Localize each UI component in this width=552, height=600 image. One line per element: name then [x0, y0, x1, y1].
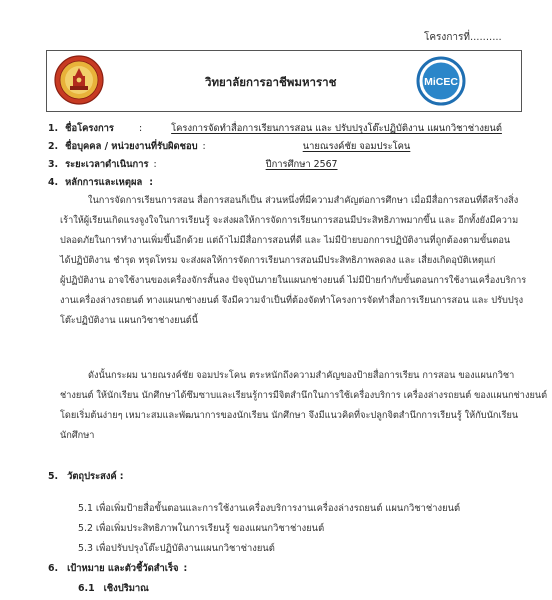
college-name: วิทยาลัยการอาชีพมหาราช — [205, 75, 337, 89]
section-title: วัตถุประสงค์ — [67, 471, 117, 482]
field-sep: : — [202, 141, 206, 152]
rationale-paragraph-2 — [60, 366, 548, 446]
field-value: ปีการศึกษา 2567 — [265, 159, 338, 170]
paragraph-line: ผู้ปฏิบัติงาน อาจใช้งานของเครื่องจักรสั้นลง ปัจจุบันภายในแผนกช่างยนต์ ไม่มีป้ายกำกับขั้นตอนการใช้งานเครื่องบริการ — [60, 275, 527, 286]
field-project-name — [48, 122, 502, 135]
rationale-paragraph-1 — [60, 191, 530, 331]
paragraph-line: ช่างยนต์ ให้นักเรียน นักศึกษาได้ซึมซาบและเรียนรู้การมีจิตสำนึกในการใช้เครื่องบริการ เครื่องล่างรถยนต์ ของแผนกช่างยนต์ — [60, 390, 548, 401]
field-label: ระยะเวลาดำเนินการ — [65, 159, 149, 170]
field-num: 1. — [48, 123, 59, 134]
paragraph-line: ปลอดภัยในการทำงานเพิ่มขึ้นอีกด้วย แต่ถ้าไม่มีสื่อการสอนที่ดี และ ไม่มีป้ายบอกการปฏิบัติงานที่ถูกต้องตามขั้นตอน — [60, 235, 511, 246]
field-num: 4. — [48, 177, 59, 188]
field-value: โครงการจัดทำสื่อการเรียนการสอน และ ปรับปรุงโต๊ะปฏิบัติงาน แผนกวิชาช่างยนต์ — [171, 123, 502, 134]
field-label: ชื่อบุคคล / หน่วยงานที่รับผิดชอบ — [65, 141, 198, 152]
paragraph-line: ดังนั้นกระผม นายณรงค์ชัย จอมประโคน ตระหนักถึงความสำคัญของป้ายสื่อการเรียน การสอน ของแผนกวิชา — [88, 370, 515, 381]
objective-item: 5.2 เพื่อเพิ่มประสิทธิภาพในการเรียนรู้ ของแผนกวิชาช่างยนต์ — [78, 523, 325, 534]
field-value: นายณรงค์ชัย จอมประโคน — [302, 141, 411, 152]
project-number-label: โครงการที่.......... — [424, 32, 502, 43]
section-num: 5. — [48, 471, 59, 482]
section-num: 6. — [48, 563, 59, 574]
section-title: เป้าหมาย และตัวชี้วัดสำเร็จ — [67, 563, 179, 574]
field-sep: : — [153, 159, 157, 170]
subsection-num: 6.1 — [78, 583, 95, 594]
field-responsible — [48, 140, 410, 153]
field-rationale — [48, 176, 153, 189]
field-label: หลักการและเหตุผล — [65, 177, 143, 188]
paragraph-line: ได้ปฏิบัติงาน ชำรุด ทรุดโทรม จะส่งผลให้การจัดการเรียนการสอนมีประสิทธิภาพลดลง และ เสี่ยงเกิดอุบัติเหตุแก่ — [60, 255, 496, 266]
field-sep: : — [138, 123, 143, 134]
field-num: 2. — [48, 141, 59, 152]
section-sep: : — [119, 471, 124, 482]
field-num: 3. — [48, 159, 59, 170]
micec-logo-text: MiCEC — [424, 76, 458, 88]
paragraph-line: นักศึกษา — [60, 430, 95, 441]
objective-item: 5.1 เพื่อเพิ่มป้ายสื่อขั้นตอนและการใช้งานเครื่องบริการงานเครื่องล่างรถยนต์ แผนกวิชาช่างยนต์ — [78, 503, 461, 514]
paragraph-line: โต๊ะปฏิบัติงาน แผนกวิชาช่างยนต์นี้ — [60, 315, 198, 326]
paragraph-line: งานเครื่องล่างรถยนต์ ทางแผนกช่างยนต์ จึงมีความจำเป็นที่ต้องจัดทำโครงการจัดทำสื่อการเรียนการสอน และ ปรับปรุง — [60, 295, 524, 306]
college-seal-logo — [50, 54, 108, 106]
field-sep: : — [149, 177, 153, 188]
subsection-quantity-heading — [78, 582, 149, 595]
paragraph-line: ในการจัดการเรียนการสอน สื่อการสอนก็เป็น ส่วนหนึ่งที่มีความสำคัญต่อการศึกษา เมื่อมีสื่อการสอนที่ดีสร้างสิ่ง — [88, 195, 519, 206]
section-objectives-heading — [48, 470, 123, 483]
paragraph-line: โดยเริ่มต้นง่ายๆ เหมาะสมและพัฒนาการของนักเรียน นักศึกษา จึงมีแนวคิดที่จะปลูกจิตสำนึกการเรียนรู้ ให้กับนักเรียน — [60, 410, 519, 421]
section-goals-heading — [48, 562, 187, 575]
section-sep: : — [183, 563, 188, 574]
paragraph-line: เร้าให้ผู้เรียนเกิดแรงจูงใจในการเรียนรู้ จะส่งผลให้การจัดการเรียนการสอนมีประสิทธิภาพมากขึ้น และ อีกทั้งยังมีความ — [60, 215, 519, 226]
objective-item: 5.3 เพื่อปรับปรุงโต๊ะปฏิบัติงานแผนกวิชาช่างยนต์ — [78, 543, 275, 554]
field-label: ชื่อโครงการ — [65, 123, 114, 134]
micec-logo — [415, 56, 467, 106]
field-duration — [48, 158, 338, 171]
subsection-title: เชิงปริมาณ — [103, 583, 149, 594]
